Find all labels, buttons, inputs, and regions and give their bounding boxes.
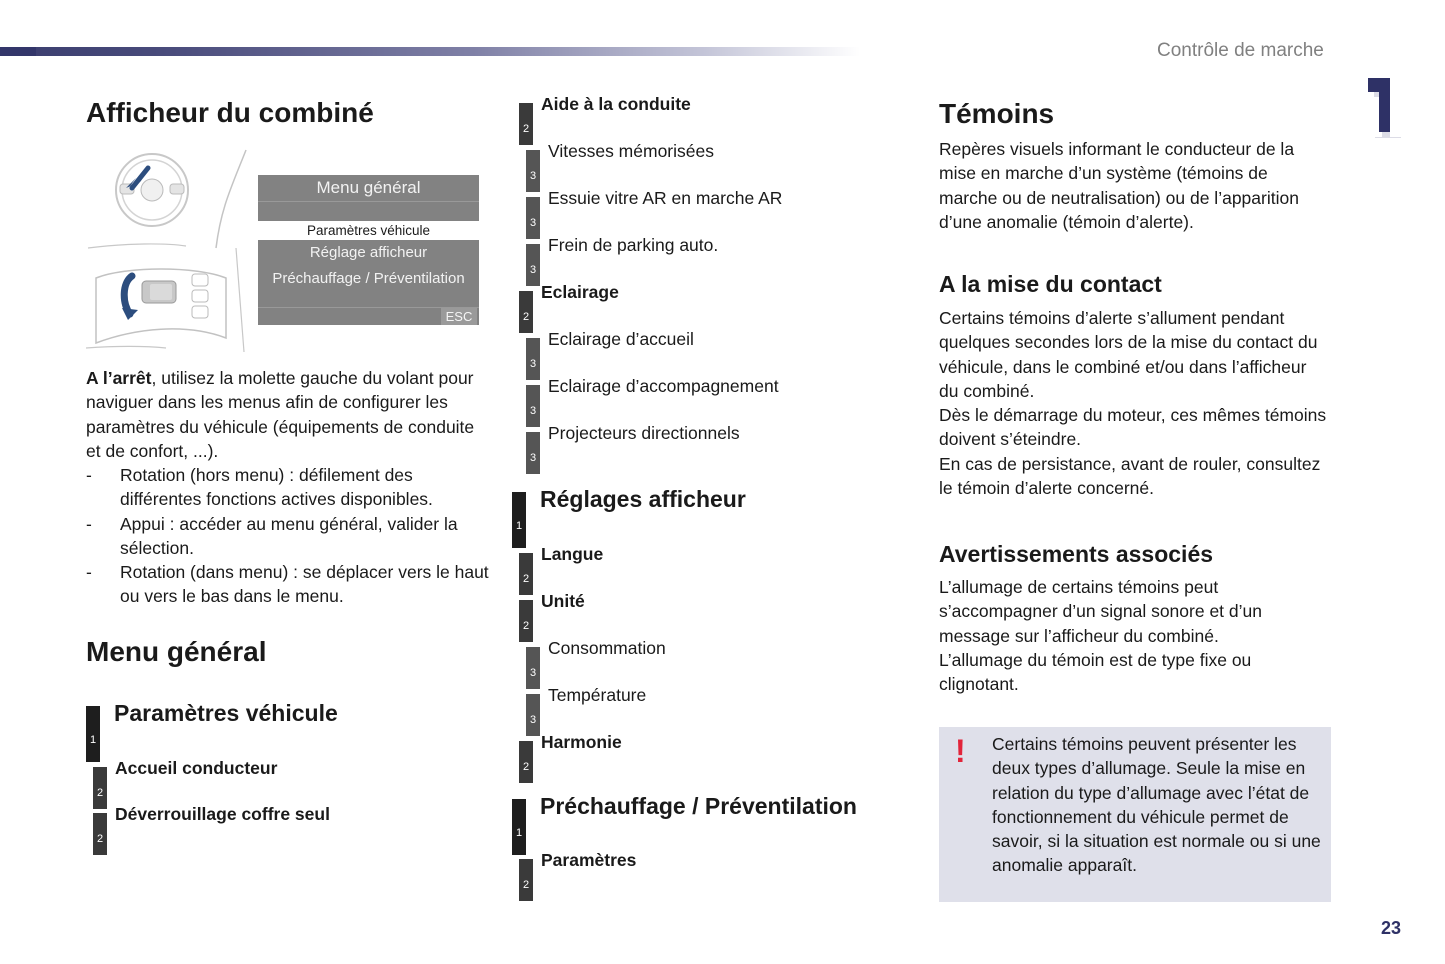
level-badge: 2 (519, 553, 533, 595)
menu-general-title: Menu général (86, 636, 267, 667)
level-badge: 2 (519, 291, 533, 333)
intro-paragraph (86, 366, 476, 463)
level-badge: 3 (526, 694, 540, 736)
level-badge: 2 (93, 813, 107, 855)
level-badge: 2 (519, 103, 533, 145)
level-badge: 1 (512, 799, 526, 855)
intro-bold: A l’arrêt (86, 368, 152, 388)
menu-item-label: Frein de parking auto. (548, 235, 719, 255)
level-badge: 2 (93, 767, 107, 809)
header-gradient-bar (0, 47, 860, 56)
bullet-dash: - (86, 514, 92, 534)
temoins-intro: Repères visuels informant le conducteur de la mise en marche d’un système (témoins de marche ou de neutralisation) ou de l’apparition d’une anomalie (témoin d’alerte). (939, 139, 1299, 232)
menu-item-label: Déverrouillage coffre seul (115, 804, 330, 824)
bullet-text: Rotation (dans menu) : se déplacer vers le haut ou vers le bas dans le menu. (120, 562, 489, 607)
level-badge: 2 (519, 859, 533, 901)
menu-item-label: Aide à la conduite (541, 94, 691, 114)
bullet-dash: - (86, 465, 92, 485)
level-badge: 1 (512, 492, 526, 548)
warnings-title: Avertissements associés (939, 541, 1214, 567)
contact-title: A la mise du contact (939, 271, 1162, 297)
menu-item-label: Paramètres (541, 850, 637, 870)
level-badge: 3 (526, 338, 540, 380)
level-badge: 3 (526, 150, 540, 192)
menu-item-label: Langue (541, 544, 604, 564)
menu-item-label: Unité (541, 591, 585, 611)
menu-item-label: Essuie vitre AR en marche AR (548, 188, 783, 208)
section-title: Contrôle de marche (1157, 40, 1324, 61)
intro-rest: , utilisez la molette gauche du volant pour naviguer dans les menus afin de configurer les paramètres du véhicule (équipements de conduite et de confort, ...). (86, 368, 475, 461)
screen-title: Menu général (258, 175, 479, 202)
warnings-p2: L’allumage du témoin est de type fixe ou clignotant. (939, 649, 1252, 695)
menu-item-label: Eclairage d’accompagnement (548, 376, 779, 396)
menu-item-label: Vitesses mémorisées (548, 141, 714, 161)
warning-note-box (939, 727, 1331, 902)
bullet-text: Rotation (hors menu) : défilement des différentes fonctions actives disponibles. (120, 465, 433, 510)
contact-p1: Certains témoins d’alerte s’allument pendant quelques secondes lors de la mise du contact du véhicule, dans le combiné et/ou dans l’afficheur du combiné. (939, 308, 1318, 401)
screen-title-row (258, 175, 479, 221)
menu-item-label: Accueil conducteur (115, 758, 278, 778)
level-badge: 1 (86, 706, 100, 762)
level-badge: 3 (526, 647, 540, 689)
screen-esc-label: ESC (441, 308, 477, 325)
screen-item: Réglage afficheur (309, 244, 428, 261)
menu-item-label: Eclairage (541, 282, 619, 302)
display-screen-mockup (258, 175, 479, 325)
level-badge: 3 (526, 385, 540, 427)
menu-item-label: Harmonie (541, 732, 622, 752)
temoins-title: Témoins (939, 98, 1055, 129)
warnings-p1: L’allumage de certains témoins peut s’accompagner d’un signal sonore et d’un message sur l’afficheur du combiné. (939, 577, 1262, 646)
exclamation-icon: ! (955, 733, 966, 769)
page-number: 23 (1381, 918, 1402, 938)
bullet-text: Appui : accéder au menu général, valider la sélection. (120, 514, 458, 559)
level-badge: 3 (526, 197, 540, 239)
contact-p2: Dès le démarrage du moteur, ces mêmes témoins doivent s’éteindre. (939, 405, 1327, 450)
screen-selected-item: Paramètres véhicule (258, 221, 479, 240)
menu-item-label: Réglages afficheur (540, 486, 746, 512)
menu-item-label: Paramètres véhicule (114, 700, 338, 726)
menu-item-label: Température (548, 685, 647, 705)
menu-item-label: Projecteurs directionnels (548, 423, 740, 443)
afficheur-title: Afficheur du combiné (86, 97, 374, 128)
menu-item-label: Eclairage d’accueil (548, 329, 694, 349)
contact-paragraph (939, 306, 1329, 500)
level-badge: 3 (526, 244, 540, 286)
level-badge: 2 (519, 600, 533, 642)
warning-note-text: Certains témoins peuvent présenter les deux types d’allumage. Seule la mise en relation du type d’allumage avec l’état de fonctionnement du véhicule permet de savoir, si la situation est normale ou si une anomalie apparaît. (992, 734, 1321, 876)
chapter-number-icon (1364, 72, 1404, 138)
contact-p3: En cas de persistance, avant de rouler, consultez le témoin d’alerte concerné. (939, 453, 1321, 499)
header-bar-tick (0, 47, 36, 56)
level-badge: 3 (526, 432, 540, 474)
screen-items (258, 240, 479, 325)
level-badge: 2 (519, 741, 533, 783)
steering-wheel-illustration (86, 148, 252, 352)
menu-item-label: Consommation (548, 638, 666, 658)
menu-item-label: Préchauffage / Préventilation (540, 793, 857, 819)
warnings-paragraph (939, 575, 1299, 696)
bullet-dash: - (86, 562, 92, 582)
screen-item: Préchauffage / Préventilation (272, 270, 465, 287)
